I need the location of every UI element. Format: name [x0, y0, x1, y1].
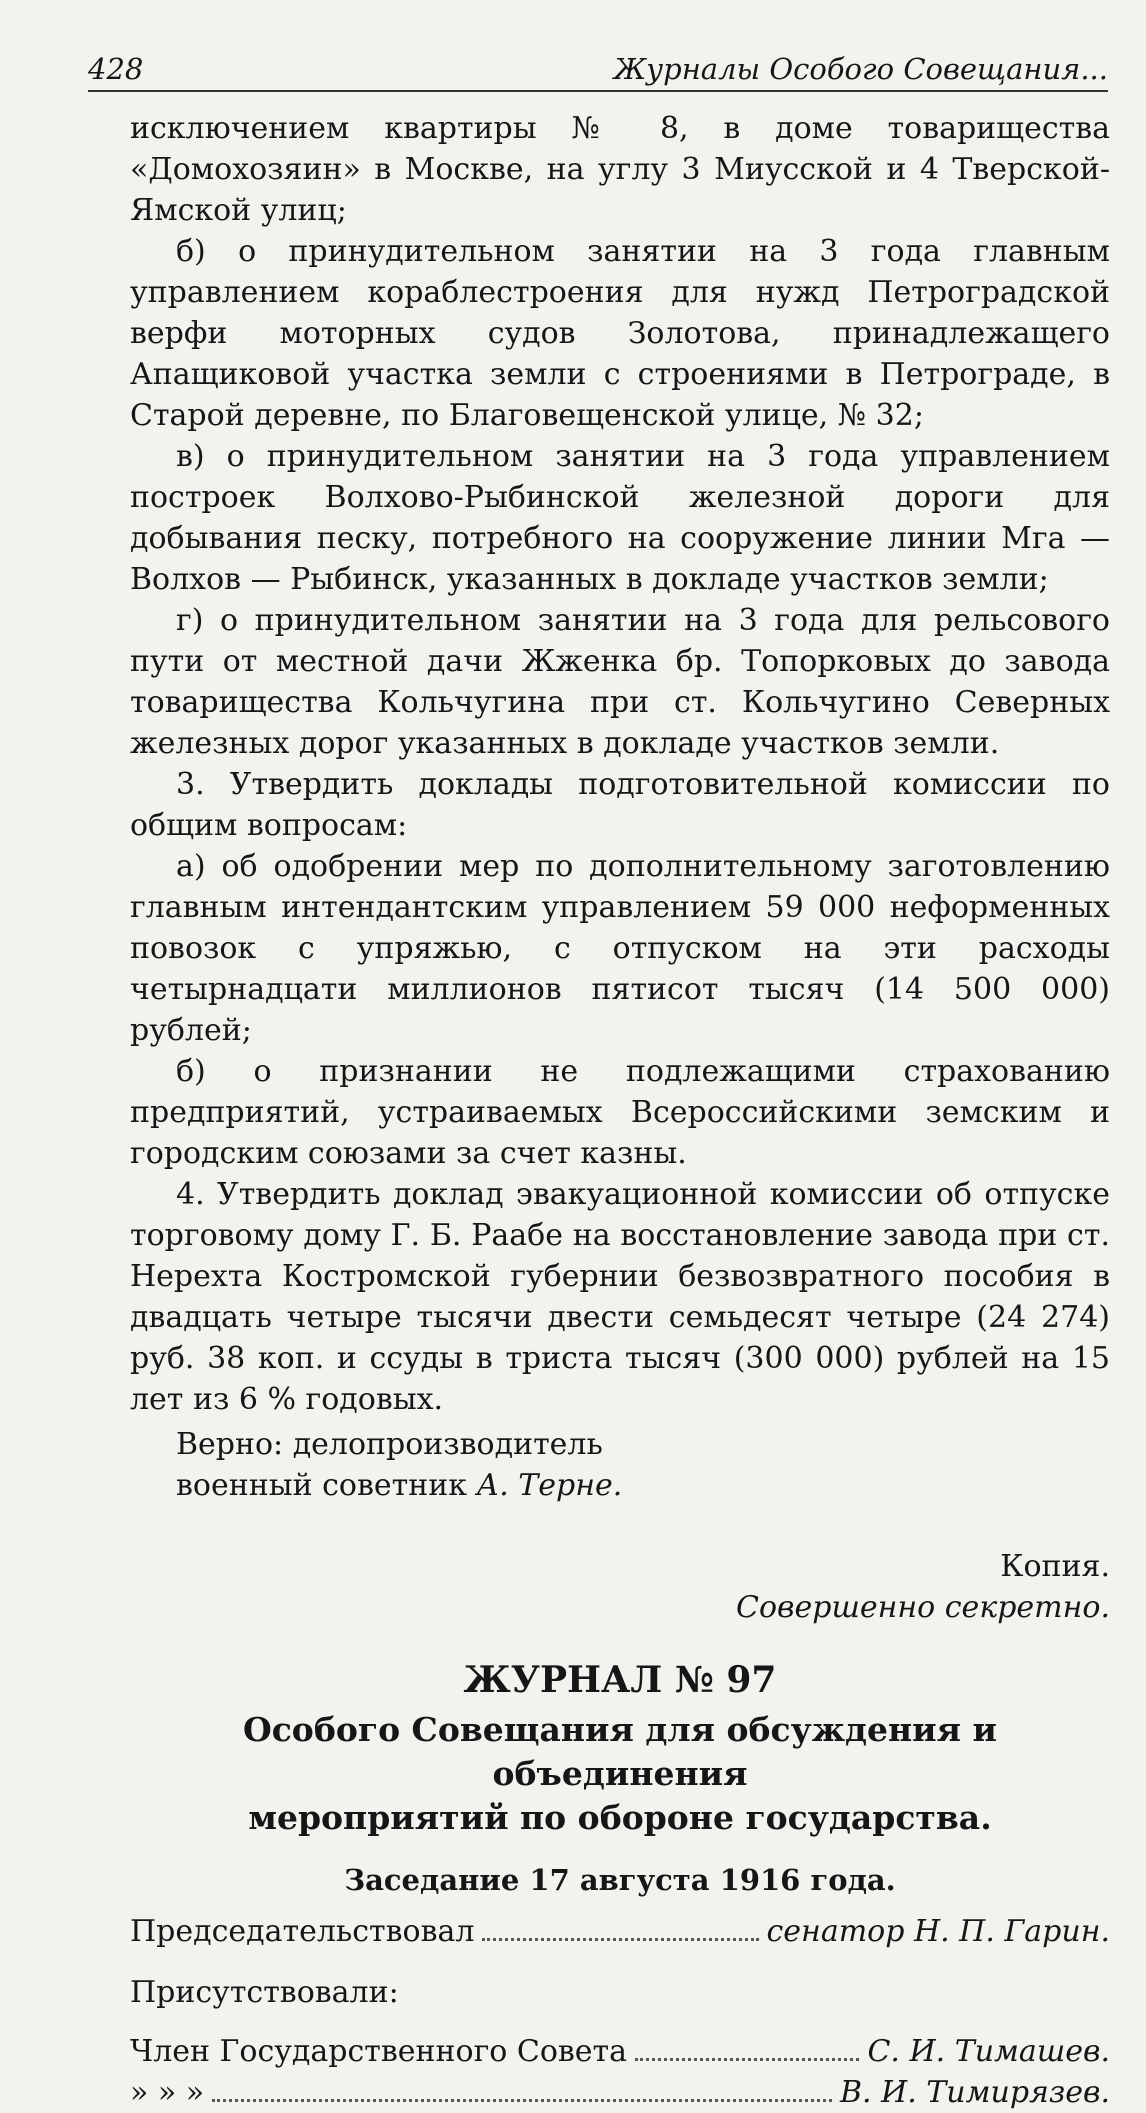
- signature-title: военный советник: [176, 1468, 477, 1503]
- leader-dots: [635, 2058, 859, 2061]
- page-number: 428: [88, 52, 144, 86]
- chair-line: [130, 1911, 1110, 1952]
- chair-label: Председательствовал: [130, 1914, 475, 1949]
- paragraph: а) об одобрении мер по дополнительному заготовлению главным интендантским управлением 59 000 неформенных повозок с упряжью, с отпуском на эти расходы четырнадцати миллионов пятисот тысяч (14 500 000) рублей;: [130, 849, 1110, 1048]
- paragraph: в) о принудительном занятии на 3 года управлением построек Волхово-Рыбинской железной дороги для добывания песку, потребного на сооружение линии Мга — Волхов — Рыбинск, указанных в докладе участков земли;: [130, 439, 1110, 597]
- member-line: [130, 2072, 1110, 2113]
- paragraph: 3. Утвердить доклады подготовительной комиссии по общим вопросам:: [130, 767, 1110, 843]
- leader-dots: [482, 1938, 758, 1941]
- member-name-1: С. И. Тимашев.: [867, 2034, 1110, 2069]
- page-header: [88, 40, 1108, 86]
- leader-dots: [212, 2099, 832, 2102]
- paragraph: б) о признании не подлежащими страхованию предприятий, устраиваемых Всероссийскими земским и городским союзами за счет казны.: [130, 1054, 1110, 1171]
- journal-subtitle-2: мероприятий по обороне государства.: [248, 1798, 992, 1837]
- present-label: Присутствовали:: [130, 1975, 399, 2010]
- paragraph: исключением квартиры № 8, в доме товарищества «Домохозяин» в Москве, на углу 3 Миусской и 4 Тверской-Ямской улиц;: [130, 111, 1110, 228]
- journal-title: ЖУРНАЛ № 97: [463, 1659, 777, 1701]
- signature-line-1: Верно: делопроизводитель: [176, 1427, 603, 1462]
- member-label: Член Государственного Совета: [130, 2034, 628, 2069]
- secret-stamp: Совершенно секретно.: [736, 1590, 1110, 1625]
- session-date: Заседание 17 августа 1916 года.: [344, 1863, 896, 1897]
- chair-name: сенатор Н. П. Гарин.: [766, 1914, 1110, 1949]
- document-body: [130, 108, 1110, 2113]
- paragraph: б) о принудительном занятии на 3 года главным управлением кораблестроения для нужд Петроградской верфи моторных судов Золотова, принадлежащего Апащиковой участка земли с строениями в Петрограде, в Старой деревне, по Благовещенской улице, № 32;: [130, 234, 1110, 433]
- ditto-marks: » » »: [130, 2075, 205, 2110]
- signature-name: А. Терне.: [476, 1468, 623, 1503]
- signature-line-2: [130, 1465, 1110, 1506]
- header-rule: [88, 90, 1108, 92]
- journal-subtitle-1: Особого Совещания для обсуждения и объединения: [242, 1710, 998, 1793]
- running-title: Журналы Особого Совещания...: [613, 52, 1108, 86]
- copy-stamp: Копия.: [1000, 1549, 1110, 1584]
- member-name-2: В. И. Тимирязев.: [839, 2075, 1110, 2110]
- member-line: [130, 2031, 1110, 2072]
- paragraph: г) о принудительном занятии на 3 года для рельсового пути от местной дачи Жженка бр. Топорковых до завода товарищества Кольчугина при ст. Кольчугино Северных железных дорог указанных в докладе участков земли.: [130, 603, 1110, 761]
- paragraph: 4. Утвердить доклад эвакуационной комиссии об отпуске торговому дому Г. Б. Раабе на восстановление завода при ст. Нерехта Костромской губернии безвозвратного пособия в двадцать четыре тысячи двести семьдесят четыре (24 274) руб. 38 коп. и ссуды в триста тысяч (300 000) рублей на 15 лет из 6 % годовых.: [130, 1177, 1110, 1417]
